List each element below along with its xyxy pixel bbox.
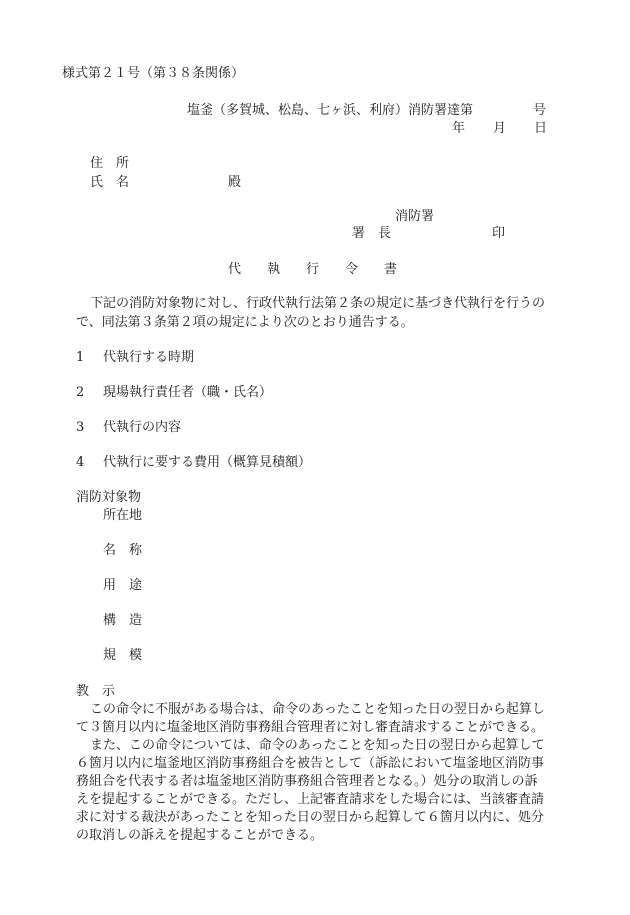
instruction-p1-line-1: この命令に不服がある場合は、命令のあったことを知った日の翌日から起算し xyxy=(90,702,545,717)
instruction-p1-line-2: て３箇月以内に塩釜地区消防事務組合管理者に対し審査請求することができる。 xyxy=(76,720,545,735)
form-number: 様式第２１号（第３８条関係） xyxy=(62,66,245,81)
target-use-label: 用 途 xyxy=(103,578,143,593)
target-scale-label: 規 模 xyxy=(103,648,143,663)
target-structure-label: 構 造 xyxy=(103,613,143,628)
target-name-label: 名 称 xyxy=(103,543,143,558)
honorific: 殿 xyxy=(228,175,242,190)
intro-line-1: 下記の消防対象物に対し、行政代執行法第２条の規定に基づき代執行を行うの xyxy=(90,296,546,311)
intro-line-2: で、同法第３条第２項の規定により次のとおり通告する。 xyxy=(76,315,414,330)
date-year: 年 xyxy=(452,121,466,136)
document-title: 代 執 行 令 書 xyxy=(228,262,398,277)
instruction-p2-line-3: 務組合を代表する者は塩釜地区消防事務組合管理者となる。）処分の取消しの訴 xyxy=(76,774,538,789)
date-month: 月 xyxy=(493,121,507,136)
instruction-p2-line-5: 求に対する裁決があったことを知った日の翌日から起算して６箇月以内に、処分 xyxy=(76,810,544,825)
item-number: 4 xyxy=(76,455,85,470)
target-heading: 消防対象物 xyxy=(76,490,142,505)
fire-station: 消防署 xyxy=(395,209,435,224)
name-label: 氏 名 xyxy=(90,175,130,190)
seal-mark: 印 xyxy=(492,226,506,241)
item-number: 3 xyxy=(76,420,85,435)
instruction-heading: 教 示 xyxy=(76,684,116,699)
item-label: 代執行に要する費用（概算見積額） xyxy=(103,455,312,470)
chief-label: 署 長 xyxy=(352,226,392,241)
instruction-p2-line-1: また、この命令については、命令のあったことを知った日の翌日から起算して xyxy=(90,738,545,753)
instruction-p2-line-2: ６箇月以内に塩釜地区消防事務組合を被告として（訴訟において塩釜地区消防事 xyxy=(76,756,545,771)
instruction-p2-line-4: えを提起することができる。ただし、上記審査請求をした場合には、当該審査請 xyxy=(76,792,545,807)
notice-issuer: 塩釜（多賀城、松島、七ヶ浜、利府）消防署達第 xyxy=(187,103,474,118)
item-label: 代執行の内容 xyxy=(103,420,182,435)
target-location-label: 所在地 xyxy=(103,508,143,523)
item-number: 1 xyxy=(76,350,85,365)
instruction-p2-line-6: の取消しの訴えを提起することができる。 xyxy=(76,828,324,843)
item-label: 代執行する時期 xyxy=(103,350,195,365)
address-label: 住 所 xyxy=(90,156,130,171)
item-label: 現場執行責任者（職・氏名） xyxy=(103,385,273,400)
item-number: 2 xyxy=(76,385,85,400)
date-day: 日 xyxy=(534,121,548,136)
notice-number-suffix: 号 xyxy=(533,103,547,118)
